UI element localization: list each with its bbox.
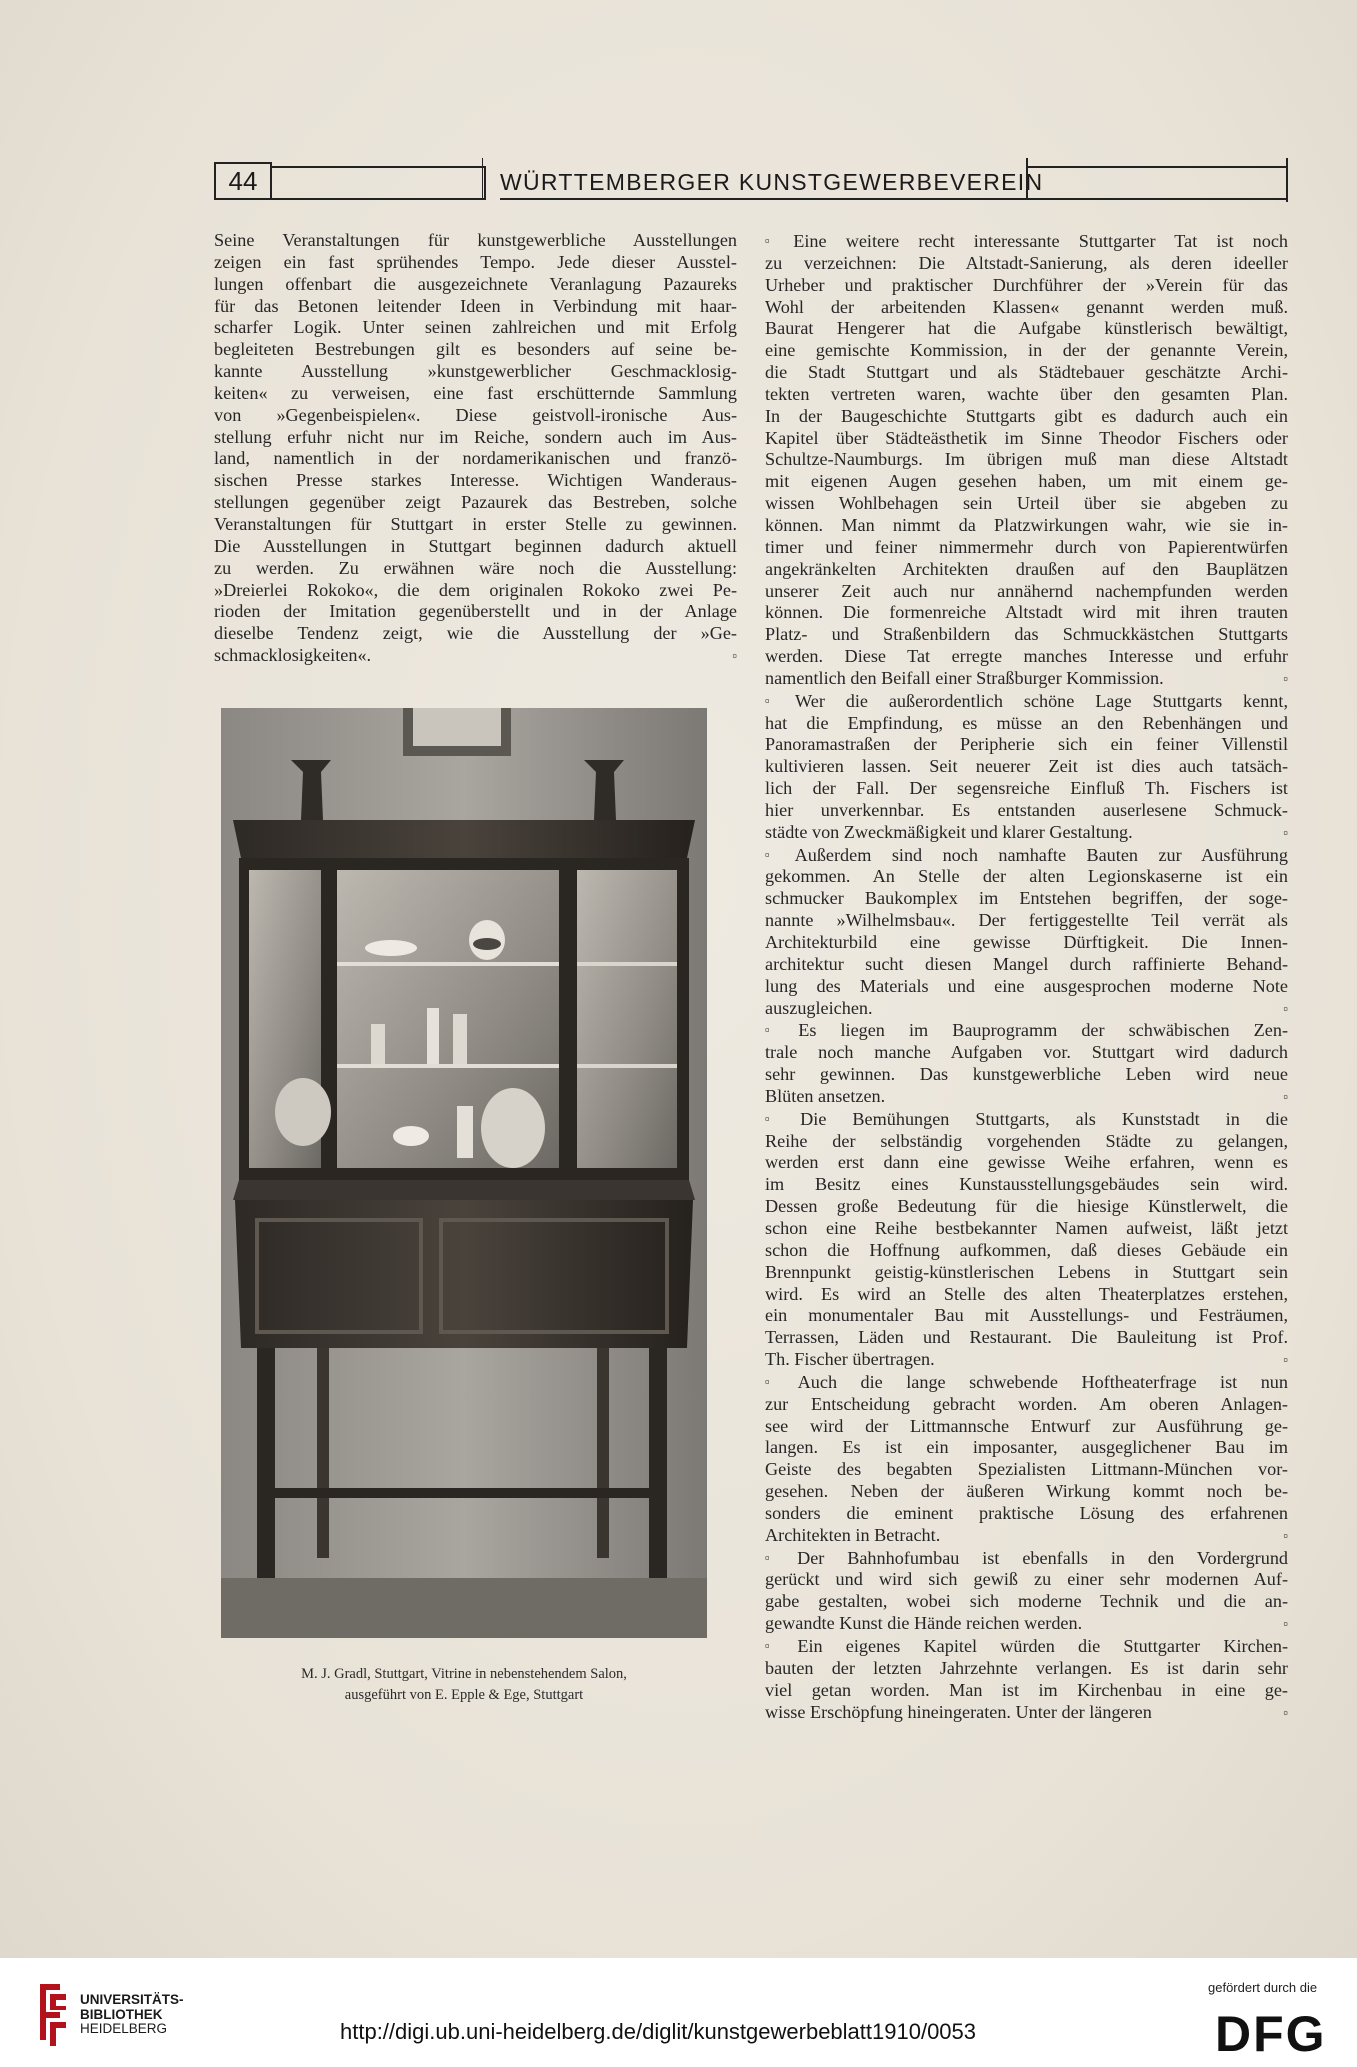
text-line: städte von Zweckmäßigkeit und klarer Gestaltung. ▫	[765, 821, 1288, 842]
text-line: In der Baugeschichte Stuttgarts gibt es dadurch auch ein	[765, 405, 1288, 426]
text-line: Wohl der arbeitenden Klassen« genannt werden muß.	[765, 296, 1288, 317]
paragraph-start-mark: ▫	[765, 1638, 789, 1653]
text-line: Panoramastraßen der Peripherie sich ein feiner Villenstil	[765, 734, 1288, 755]
paragraph-start-mark: ▫	[765, 692, 786, 708]
paragraph-end-mark: ▫	[1283, 1088, 1288, 1104]
text-line: namentlich den Beifall einer Straßburger Kommission. ▫	[765, 667, 1288, 688]
footer	[0, 1958, 1357, 2067]
header-rule-center-bottom	[500, 198, 1026, 200]
text-line: begleiteten Bestrebungen gilt es besonders auf seine be-	[214, 339, 737, 360]
text-line: gabe gestalten, wobei sich moderne Technik und die an-	[765, 1591, 1288, 1612]
text-line: schon eine Reihe bestbekannter Namen aufweist, läßt jetzt	[765, 1217, 1288, 1238]
text-line: nannte »Wilhelmsbau«. Der fertiggestellte Teil verrät als	[765, 910, 1288, 931]
text-line: ▫ Auch die lange schwebende Hoftheaterfrage ist nun	[765, 1371, 1288, 1392]
library-line-1: UNIVERSITÄTS-	[80, 1992, 184, 2007]
text-line: Schultze-Naumburgs. Im übrigen muß man diese Altstadt	[765, 449, 1288, 470]
header-divider-left	[484, 166, 486, 200]
text-line: gekommen. An Stelle der alten Legionskaserne ist ein	[765, 866, 1288, 887]
text-line: für das Betonen leitender Ideen in Verbindung mit haar-	[214, 295, 737, 316]
text-line: ein monumentaler Bau mit Ausstellungs- und Festräumen,	[765, 1305, 1288, 1326]
text-line: Brennpunkt geistig-künstlerischen Lebens in Stuttgart sein	[765, 1261, 1288, 1282]
paragraph-end-mark: ▫	[1283, 1352, 1288, 1368]
text-line: scharfer Logik. Unter seinen zahlreichen und mit Erfolg	[214, 317, 737, 338]
text-line: Platz- und Straßenbildern das Schmuckkästchen Stuttgarts	[765, 624, 1288, 645]
paragraph-start-mark: ▫	[765, 1110, 792, 1126]
text-line: wird. Es wird an Stelle des alten Theaterplatzes erstehen,	[765, 1283, 1288, 1304]
text-line: Architekten in Betracht. ▫	[765, 1524, 1288, 1545]
text-line: Terrassen, Läden und Restaurant. Die Bauleitung ist Prof.	[765, 1327, 1288, 1348]
text-line: unserer Zeit auch nur annähernd nachempfunden werden	[765, 580, 1288, 601]
text-line: lich der Fall. Der segensreiche Einfluß Th. Fischers ist	[765, 778, 1288, 799]
text-line: architektur sucht diesen Mangel durch raffinierte Behand-	[765, 953, 1288, 974]
paragraph-start-mark: ▫	[765, 233, 785, 248]
header-title: WÜRTTEMBERGER KUNSTGEWERBEVEREIN	[500, 169, 1044, 195]
text-line: sischen Presse starkes Interesse. Wichtigen Wanderaus-	[214, 470, 737, 491]
text-line: viel getan worden. Man ist im Kirchenbau in eine ge-	[765, 1679, 1288, 1700]
text-line: angekränkelten Architekten draußen auf den Bauplätzen	[765, 558, 1288, 579]
left-column	[214, 230, 737, 667]
text-line: Geiste des begabten Spezialisten Littmann-München vor-	[765, 1459, 1288, 1480]
text-line: »Dreierlei Rokoko«, die dem originalen Rokoko zwei Pe-	[214, 579, 737, 600]
text-line: zeigen ein fast sprühendes Tempo. Jede dieser Ausstel-	[214, 251, 737, 272]
text-line: sehr gewinnen. Das kunstgewerbliche Leben wird neue	[765, 1064, 1288, 1085]
text-line: ▫ Wer die außerordentlich schöne Lage Stuttgarts kennt,	[765, 690, 1288, 711]
source-url[interactable]: http://digi.ub.uni-heidelberg.de/diglit/kunstgewerbeblatt1910/0053	[340, 2019, 977, 2044]
library-line-2: BIBLIOTHEK	[80, 2006, 163, 2022]
text-line: schon die Hoffnung aufkommen, daß dieses Gebäude ein	[765, 1239, 1288, 1260]
paragraph-end-mark: ▫	[1283, 824, 1288, 840]
running-header	[214, 160, 1288, 204]
text-line: Architekturbild eine gewisse Dürftigkeit. Die Innen-	[765, 932, 1288, 952]
paragraph-start-mark: ▫	[765, 846, 786, 862]
text-line: lungen offenbart die ausgezeichnete Veranlagung Pazaureks	[214, 273, 737, 294]
text-line: trale noch manche Aufgaben vor. Stuttgart wird dadurch	[765, 1042, 1288, 1063]
text-line: wissen Wohlbehagen sein Urteil über sie abgeben zu	[765, 493, 1288, 514]
text-line: im Besitz eines Kunstausstellungsgebäudes sein wird.	[765, 1174, 1288, 1195]
funding-label: gefördert durch die	[1208, 1980, 1318, 1995]
text-line: zu werden. Zu erwähnen wäre noch die Ausstellung:	[214, 557, 737, 578]
caption-line-1: M. J. Gradl, Stuttgart, Vitrine in nebenstehendem Salon,	[301, 1666, 627, 1682]
header-rule-left-top	[272, 166, 484, 168]
text-line: gewandte Kunst die Hände reichen werden. ▫	[765, 1613, 1288, 1634]
right-column	[765, 230, 1288, 1723]
text-line: bauten der letzten Jahrzehnte verlangen. Es ist darin sehr	[765, 1657, 1288, 1678]
text-line: rioden der Imitation gegenüberstellt und in der Anlage	[214, 601, 737, 622]
text-line: ▫ Die Bemühungen Stuttgarts, als Kunststadt in die	[765, 1108, 1288, 1129]
text-line: keiten« zu verweisen, eine fast erschütternde Sammlung	[214, 382, 737, 403]
paragraph-start-mark: ▫	[765, 1373, 789, 1389]
text-line: können. Man nimmt da Platzwirkungen wahr, wie sie in-	[765, 514, 1288, 535]
vitrine-illustration	[221, 708, 707, 1638]
text-line: gerückt und wird sich gewiß zu einer sehr modernen Auf-	[765, 1569, 1288, 1590]
paragraph-end-mark: ▫	[732, 648, 737, 664]
text-line: stellung erfuhr nicht nur im Reiche, sondern auch im Aus-	[214, 426, 737, 447]
text-line: hier unverkennbar. Es entstanden auserlesene Schmuck-	[765, 799, 1288, 820]
text-line: stellungen gegenüber zeigt Pazaurek das Bestreben, solche	[214, 492, 737, 513]
text-line: see wird der Littmannsche Entwurf zur Ausführung ge-	[765, 1415, 1288, 1436]
text-line: hat die Empfindung, es müsse an den Rebenhängen und	[765, 712, 1288, 733]
library-line-3: HEIDELBERG	[80, 2021, 168, 2036]
header-rule-right-bottom	[1026, 198, 1288, 200]
text-line: timer und feiner nimmermehr durch von Papierentwürfen	[765, 536, 1288, 557]
text-line: ▫ Der Bahnhofumbau ist ebenfalls in den Vordergrund	[765, 1547, 1288, 1568]
figure-caption	[214, 1664, 714, 1706]
library-name	[80, 1993, 184, 2037]
text-line: die Stadt Stuttgart und als Städtebauer geschätzte Archi-	[765, 362, 1288, 383]
text-line: schmucker Baukomplex im Entstehen begriffen, der soge-	[765, 888, 1288, 909]
text-line: Blüten ansetzen. ▫	[765, 1085, 1288, 1106]
text-line: eine gemischte Kommission, in der der genannte Verein,	[765, 340, 1288, 361]
text-line: zu verzeichnen: Die Altstadt-Sanierung, als deren ideeller	[765, 252, 1288, 273]
paragraph-end-mark: ▫	[1283, 1527, 1288, 1543]
text-line: Th. Fischer übertragen. ▫	[765, 1349, 1288, 1370]
text-line: werden erst dann eine gewisse Weihe erfahren, wenn es	[765, 1152, 1288, 1173]
text-line: ▫ Ein eigenes Kapitel würden die Stuttgarter Kirchen-	[765, 1636, 1288, 1656]
text-line: Urheber und praktischer Durchführer der »Verein für das	[765, 274, 1288, 295]
text-line: wisse Erschöpfung hineingeraten. Unter der längeren ▫	[765, 1701, 1288, 1722]
text-line: gesehen. Neben der äußeren Wirkung kommt noch be-	[765, 1481, 1288, 1502]
text-line: kannte Ausstellung »kunstgewerblicher Geschmacklosig-	[214, 361, 737, 382]
text-line: Die Ausstellungen in Stuttgart beginnen dadurch aktuell	[214, 535, 737, 556]
paragraph-end-mark: ▫	[1283, 1616, 1288, 1632]
text-line: tekten vertreten waren, wachte über den gesamten Plan.	[765, 383, 1288, 404]
paragraph-start-mark: ▫	[765, 1549, 788, 1565]
text-line: von »Gegenbeispielen«. Diese geistvoll-ironische Aus-	[214, 404, 737, 425]
header-divider-right	[1026, 158, 1028, 200]
text-line: land, namentlich in der nordamerikanischen und franzö-	[214, 448, 737, 469]
paragraph-end-mark: ▫	[1283, 1000, 1288, 1016]
header-rule-right-top	[1026, 166, 1288, 168]
paragraph-end-mark: ▫	[1283, 1704, 1288, 1720]
text-line: kultivieren lassen. Seit neuerer Zeit ist dies auch tatsäch-	[765, 756, 1288, 777]
text-line: ▫ Eine weitere recht interessante Stuttgarter Tat ist noch	[765, 231, 1288, 251]
text-line: mit eigenen Augen gesehen haben, um mit einem ge-	[765, 471, 1288, 492]
text-line: ▫ Außerdem sind noch namhafte Bauten zur Ausführung	[765, 844, 1288, 865]
text-line: Seine Veranstaltungen für kunstgewerbliche Ausstellungen	[214, 230, 737, 250]
header-divider-end	[1286, 158, 1288, 202]
paragraph-start-mark: ▫	[765, 1022, 790, 1038]
cabinet-photograph	[221, 708, 707, 1638]
caption-line-2: ausgeführt von E. Epple & Ege, Stuttgart	[344, 1687, 584, 1703]
text-line: langen. Es ist ein imposanter, ausgeglichener Bau im	[765, 1437, 1288, 1458]
page-number: 44	[214, 162, 272, 200]
text-line: dieselbe Tendenz zeigt, wie die Ausstellung der »Ge-	[214, 623, 737, 644]
university-library-logo-icon	[32, 1980, 72, 2050]
text-line: werden. Diese Tat erregte manches Interesse und erfuhr	[765, 646, 1288, 667]
text-line: lung des Materials und eine ausgesprochen moderne Note	[765, 975, 1288, 996]
text-line: zur Entscheidung gebracht worden. Am oberen Anlagen-	[765, 1393, 1288, 1414]
text-line: Reihe der selbständig vorgehenden Städte zu gelangen,	[765, 1130, 1288, 1151]
text-line: Veranstaltungen für Stuttgart in erster Stelle zu gewinnen.	[214, 513, 737, 534]
text-line: sonders die eminent praktische Lösung des erfahrenen	[765, 1502, 1288, 1523]
header-rule-left-bottom	[272, 198, 484, 200]
header-divider-left-2	[482, 158, 483, 200]
text-line: auszugleichen. ▫	[765, 997, 1288, 1018]
paragraph-end-mark: ▫	[1283, 670, 1288, 686]
text-line: ▫ Es liegen im Bauprogramm der schwäbischen Zen-	[765, 1020, 1288, 1041]
text-line: Dessen große Bedeutung für die hiesige Künstlerwelt, die	[765, 1196, 1288, 1217]
text-line: Kapitel über Städteästhetik im Sinne Theodor Fischers oder	[765, 427, 1288, 448]
text-line: können. Die formenreiche Altstadt wird mit ihren trauten	[765, 602, 1288, 623]
text-line: Baurat Hengerer hat die Aufgabe künstlerisch bewältigt,	[765, 318, 1288, 339]
text-line: schmacklosigkeiten«. ▫	[214, 645, 737, 666]
dfg-logo: DFG	[1215, 2006, 1327, 2062]
